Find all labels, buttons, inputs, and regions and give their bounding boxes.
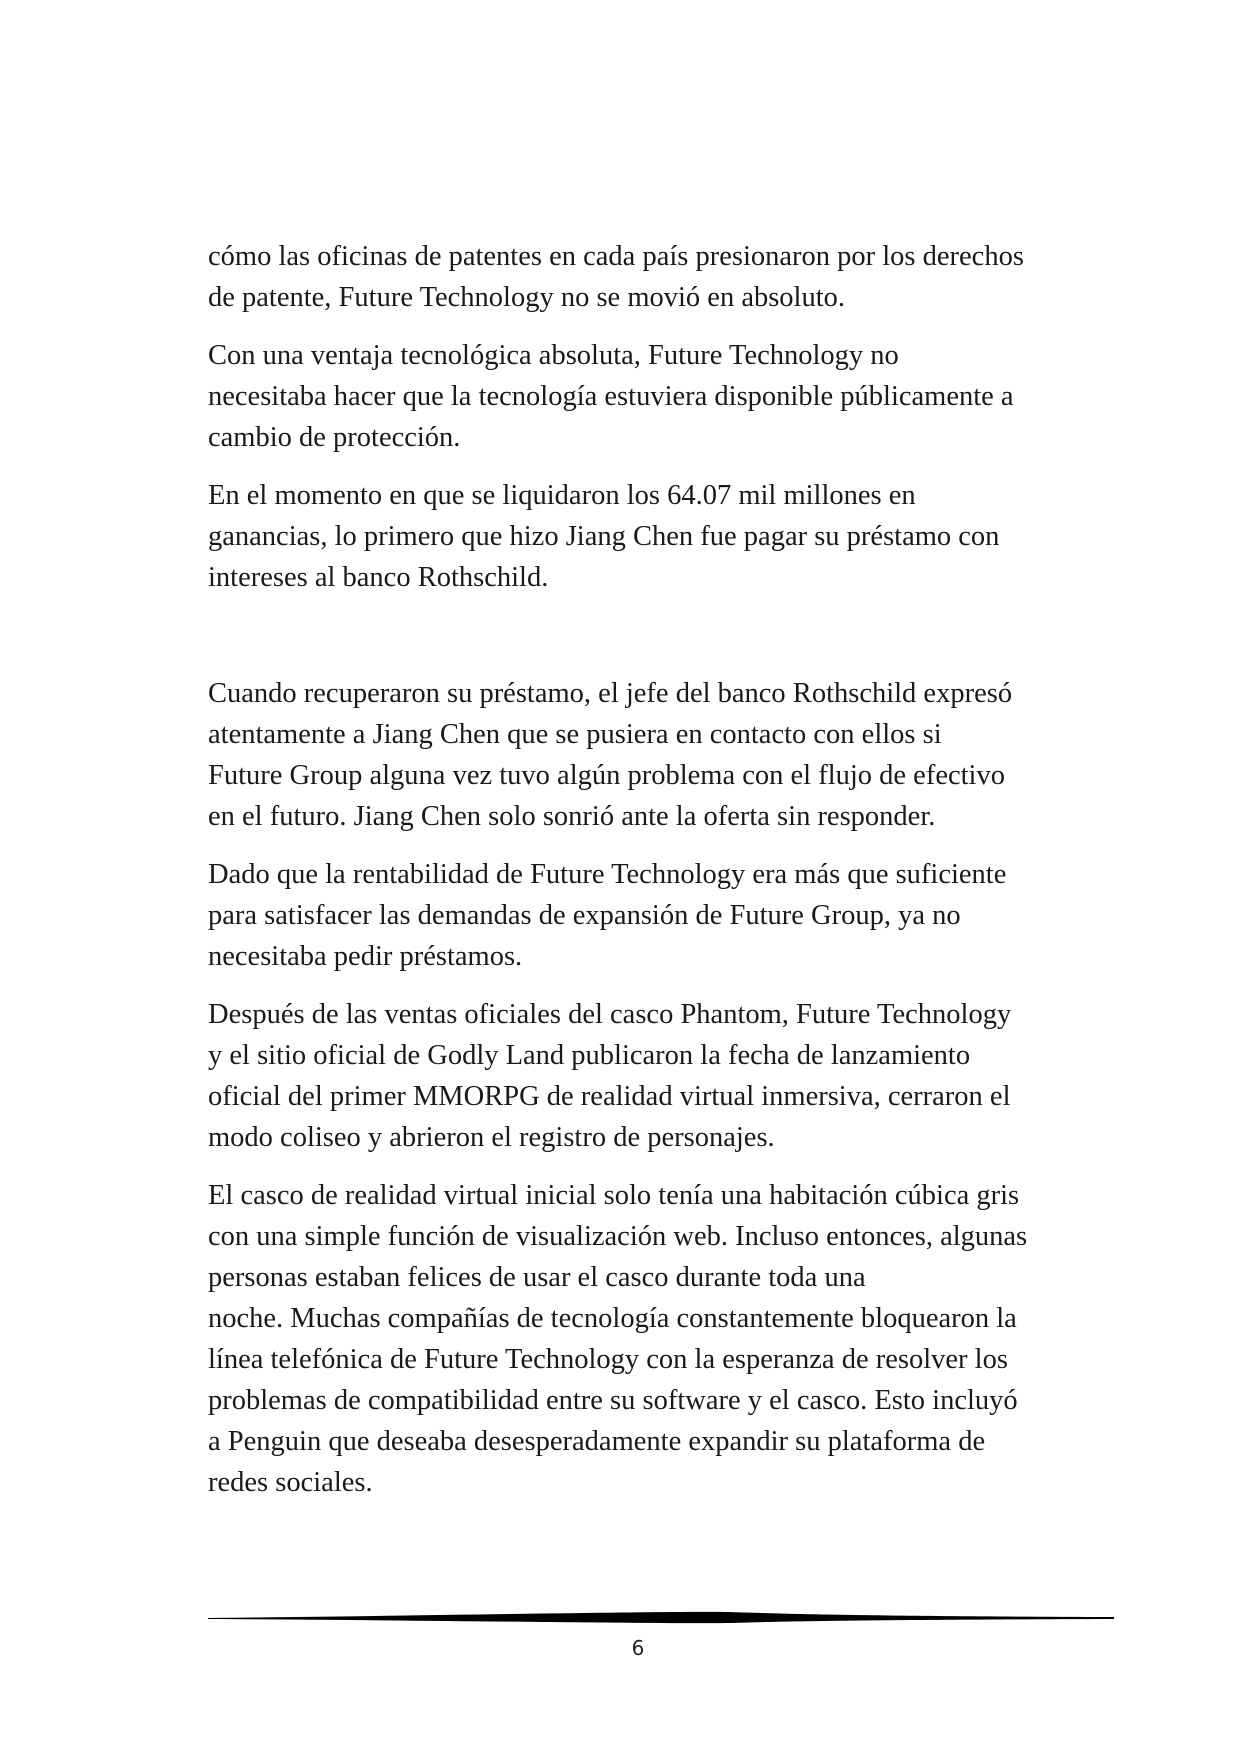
paragraph-1: cómo las oficinas de patentes en cada país presionaron por los derechos de patente, Future Technology no se movió en absoluto.	[208, 241, 1024, 313]
page-number: 6	[631, 1636, 645, 1660]
paragraph-4: Cuando recuperaron su préstamo, el jefe del banco Rothschild expresó atentamente a Jiang Chen que se pusiera en contacto con ellos si Future Group alguna vez tuvo algún problema con el flujo de efectivo en el futuro. Jiang Chen solo sonrió ante la oferta sin responder.	[208, 678, 1013, 832]
paragraph-6: Después de las ventas oficiales del casco Phantom, Future Technology y el sitio oficial de Godly Land publicaron la fecha de lanzamiento oficial del primer MMORPG de realidad virtual inmersiva, cerraron el modo coliseo y abrieron el registro de personajes.	[208, 999, 1012, 1153]
paragraph-7: El casco de realidad virtual inicial solo tenía una habitación cúbica gris con una simple función de visualización web. Incluso entonces, algunas personas estaban felices de usar el casco durante toda una noche. Muchas compañías de tecnología constantemente bloquearon la línea telefónica de Future Technology con la esperanza de resolver los problemas de compatibilidad entre su software y el casco. Esto incluyó a Penguin que deseaba desesperadamente expandir su plataforma de redes sociales.	[208, 1180, 1028, 1498]
footer-divider	[208, 1610, 1114, 1626]
paragraph-2: Con una ventaja tecnológica absoluta, Future Technology no necesitaba hacer que la tecnología estuviera disponible públicamente a cambio de protección.	[208, 340, 1014, 453]
paragraph-5: Dado que la rentabilidad de Future Technology era más que suficiente para satisfacer las demandas de expansión de Future Group, ya no necesitaba pedir préstamos.	[208, 859, 1007, 972]
body-text	[208, 236, 1078, 1520]
paragraph-3: En el momento en que se liquidaron los 64.07 mil millones en ganancias, lo primero que hizo Jiang Chen fue pagar su préstamo con intereses al banco Rothschild.	[208, 480, 1000, 593]
